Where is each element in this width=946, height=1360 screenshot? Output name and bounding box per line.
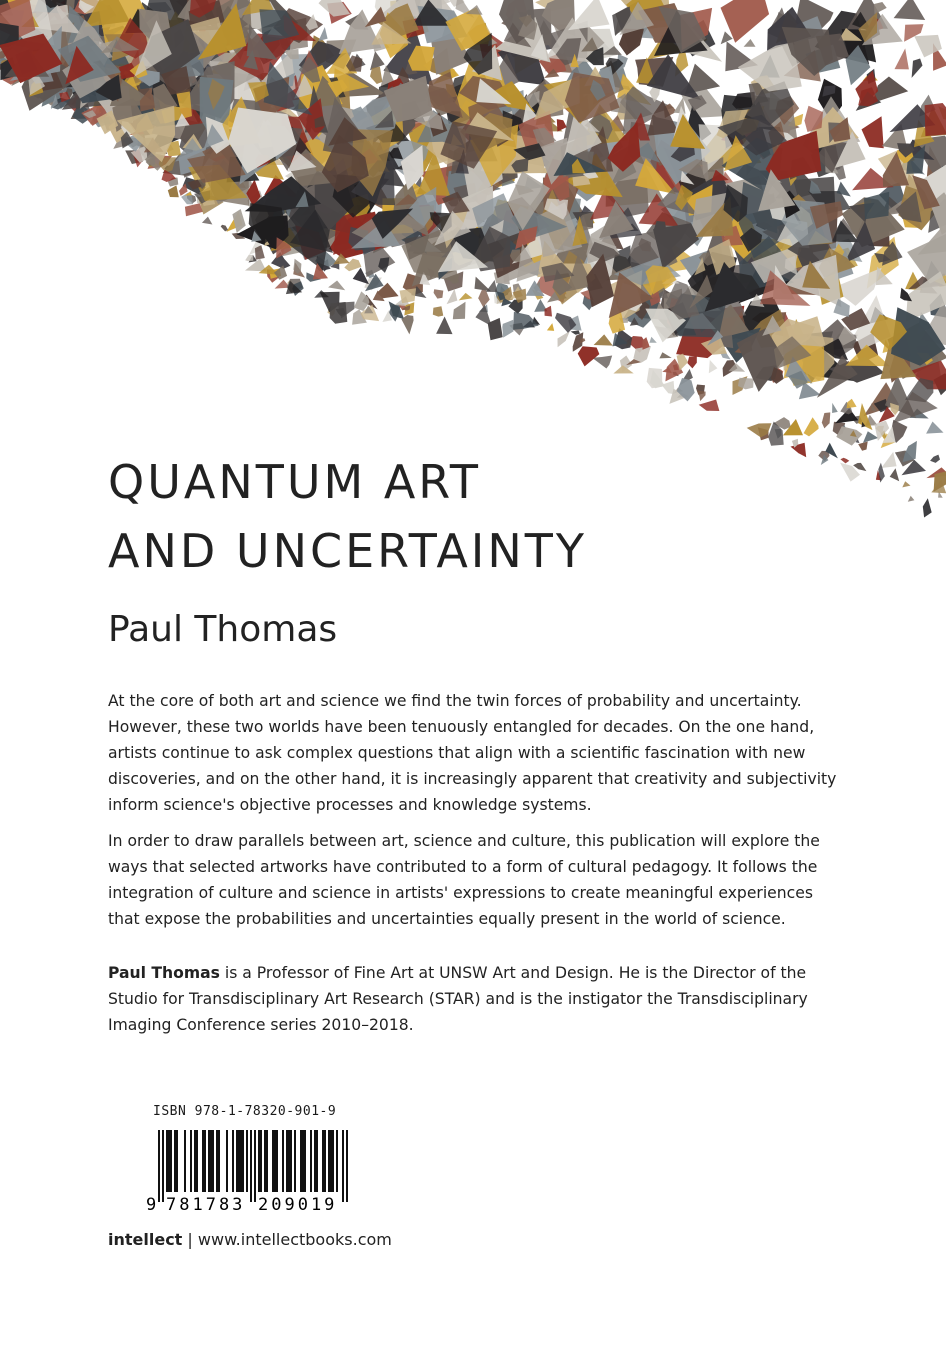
barcode-bar: [294, 1130, 296, 1192]
barcode-bar: [302, 1130, 304, 1192]
barcode-bar: [216, 1130, 218, 1192]
barcode-bar: [336, 1130, 338, 1192]
artwork-shard: [674, 97, 686, 114]
artwork-shard: [185, 203, 203, 216]
barcode-bar: [168, 1130, 170, 1192]
cover-artwork-shards: [0, 0, 946, 525]
barcode-bar: [202, 1130, 204, 1192]
barcode-bar: [240, 1130, 242, 1192]
barcode-bar: [158, 1130, 160, 1202]
artwork-shard: [709, 360, 718, 373]
artwork-shard: [318, 27, 327, 41]
barcode-bar: [242, 1130, 244, 1192]
artwork-shard: [744, 39, 756, 47]
barcode-bar: [210, 1130, 212, 1192]
author-bio-name: Paul Thomas: [108, 964, 220, 982]
artwork-shard: [400, 288, 417, 303]
barcode-digit-lead: 9: [146, 1195, 157, 1213]
artwork-shard: [221, 225, 228, 232]
artwork-shard: [699, 400, 720, 412]
artwork-shard: [847, 399, 857, 409]
barcode-bar: [324, 1130, 326, 1192]
artwork-shard: [840, 458, 849, 464]
barcode-bar: [166, 1130, 168, 1192]
artwork-fragments: [0, 0, 946, 518]
barcode-bar: [204, 1130, 206, 1192]
barcode-bar: [322, 1130, 324, 1192]
artwork-shard: [930, 455, 940, 463]
barcode-bar: [288, 1130, 290, 1192]
barcode-bar: [332, 1130, 334, 1192]
barcode-digits-right: 209019: [258, 1195, 338, 1213]
artwork-shard: [578, 346, 600, 366]
author-name: Paul Thomas: [108, 609, 338, 650]
artwork-shard: [330, 302, 348, 324]
book-title-line-1: QUANTUM ART: [108, 455, 482, 509]
artwork-shard: [202, 217, 213, 225]
publisher-separator: |: [182, 1230, 198, 1249]
barcode-bar: [264, 1130, 266, 1192]
barcode-digits-left: 781783: [166, 1195, 246, 1213]
artwork-shard: [232, 209, 245, 233]
artwork-shard: [863, 431, 878, 443]
barcode-bar: [276, 1130, 278, 1192]
barcode-bar: [184, 1130, 186, 1192]
artwork-shard: [545, 306, 553, 317]
artwork-shard: [557, 119, 567, 132]
barcode-bar: [232, 1130, 234, 1192]
artwork-shard: [881, 452, 896, 468]
barcode-bar: [330, 1130, 332, 1192]
isbn-label: ISBN 978-1-78320-901-9: [153, 1104, 337, 1119]
barcode-bar: [212, 1130, 214, 1192]
barcode-bar: [300, 1130, 302, 1192]
barcode-bar: [226, 1130, 228, 1192]
barcode-bar: [316, 1130, 318, 1192]
description-paragraph-1: At the core of both art and science we find the twin forces of probability and uncertainty. However, these two worlds have been tenuously entangled for decades. On the one hand, artists continue to ask complex questions that align with a scientific fascination with new discoveries, and on the other hand, it is increasingly apparent that creativity and subjectivity inform science's objective processes and knowledge systems.: [108, 692, 837, 814]
author-bio: [108, 960, 843, 1038]
artwork-shard: [319, 0, 351, 17]
barcode-bar: [342, 1130, 344, 1202]
barcode-bar: [176, 1130, 178, 1192]
author-bio-text: is a Professor of Fine Art at UNSW Art and Design. He is the Director of the Studio for Transdisciplinary Art Research (STAR) and is the instigator the Transdisciplinary Imaging Conference series 2010–2018.: [108, 964, 808, 1034]
artwork-shard: [688, 356, 697, 368]
artwork-shard: [864, 192, 889, 219]
barcode-bar: [314, 1130, 316, 1192]
description-paragraph-2: In order to draw parallels between art, science and culture, this publication will explore the ways that selected artworks have contributed to a form of cultural pedagogy. It follows the integration of culture and science in artists' expressions to create meaningful experiences that expose the probabilities and uncertainties equally present in the world of science.: [108, 832, 820, 928]
artwork-shard: [459, 293, 473, 301]
barcode-bar: [170, 1130, 172, 1192]
artwork-shard: [434, 289, 444, 298]
barcode-bar: [266, 1130, 268, 1192]
barcode-bar: [174, 1130, 176, 1192]
artwork-shard: [822, 412, 831, 428]
barcode-bar: [250, 1130, 252, 1202]
barcode-bar: [290, 1130, 292, 1192]
barcode-bar: [272, 1130, 274, 1192]
artwork-shard: [433, 306, 444, 316]
artwork-shard: [168, 185, 179, 197]
barcode-bar: [196, 1130, 198, 1192]
artwork-shard: [581, 206, 592, 213]
barcode-bar: [310, 1130, 312, 1192]
barcode-bar: [208, 1130, 210, 1192]
publisher-url[interactable]: www.intellectbooks.com: [197, 1230, 392, 1249]
artwork-shard: [862, 116, 884, 148]
artwork-shard: [925, 103, 946, 136]
isbn-barcode: [108, 1128, 348, 1213]
book-title-line-2: AND UNCERTAINTY: [108, 524, 587, 578]
barcode-bar: [346, 1130, 348, 1202]
artwork-shard: [804, 417, 819, 436]
barcode-bars: [158, 1130, 348, 1202]
artwork-shard: [453, 302, 466, 320]
artwork-shard: [558, 331, 570, 347]
barcode-bar: [162, 1130, 164, 1202]
artwork-shard: [858, 442, 868, 451]
artwork-shard: [328, 281, 345, 291]
artwork-shard: [908, 496, 915, 502]
artwork-shard: [594, 334, 613, 345]
artwork-shard: [547, 323, 554, 331]
artwork-shard: [890, 468, 900, 481]
artwork-shard: [874, 2, 887, 14]
barcode-bar: [218, 1130, 220, 1192]
publisher-line: [108, 1230, 392, 1249]
artwork-shard: [902, 481, 910, 487]
artwork-shard: [659, 352, 671, 358]
artwork-shard: [649, 337, 656, 343]
barcode-bar: [194, 1130, 196, 1192]
barcode-bar: [238, 1130, 240, 1192]
artwork-shard: [832, 403, 838, 413]
barcode-bar: [236, 1130, 238, 1192]
artwork-shard: [804, 106, 823, 132]
artwork-shard: [502, 320, 513, 338]
artwork-shard: [245, 255, 253, 261]
artwork-shard: [436, 317, 452, 335]
artwork-shard: [555, 313, 576, 333]
artwork-shard: [697, 390, 706, 401]
artwork-shard: [912, 59, 923, 78]
barcode-bar: [260, 1130, 262, 1192]
artwork-shard: [370, 67, 382, 84]
barcode-bar: [274, 1130, 276, 1192]
barcode-bar: [282, 1130, 284, 1192]
barcode-bar: [328, 1130, 330, 1192]
artwork-shard: [571, 330, 580, 334]
artwork-shard: [613, 365, 633, 373]
artwork-shard: [475, 305, 491, 326]
barcode-bar: [254, 1130, 256, 1202]
barcode-bar: [190, 1130, 192, 1192]
artwork-shard: [923, 498, 932, 517]
artwork-shard: [791, 443, 807, 458]
artwork-shard: [926, 422, 943, 434]
artwork-shard: [478, 289, 490, 307]
artwork-shard: [894, 0, 926, 20]
barcode-bar: [304, 1130, 306, 1192]
publisher-name: intellect: [108, 1230, 183, 1249]
artwork-shard: [895, 48, 909, 69]
artwork-shard: [486, 280, 498, 292]
barcode-bar: [246, 1130, 248, 1192]
barcode-bar: [286, 1130, 288, 1192]
barcode-bar: [258, 1130, 260, 1192]
